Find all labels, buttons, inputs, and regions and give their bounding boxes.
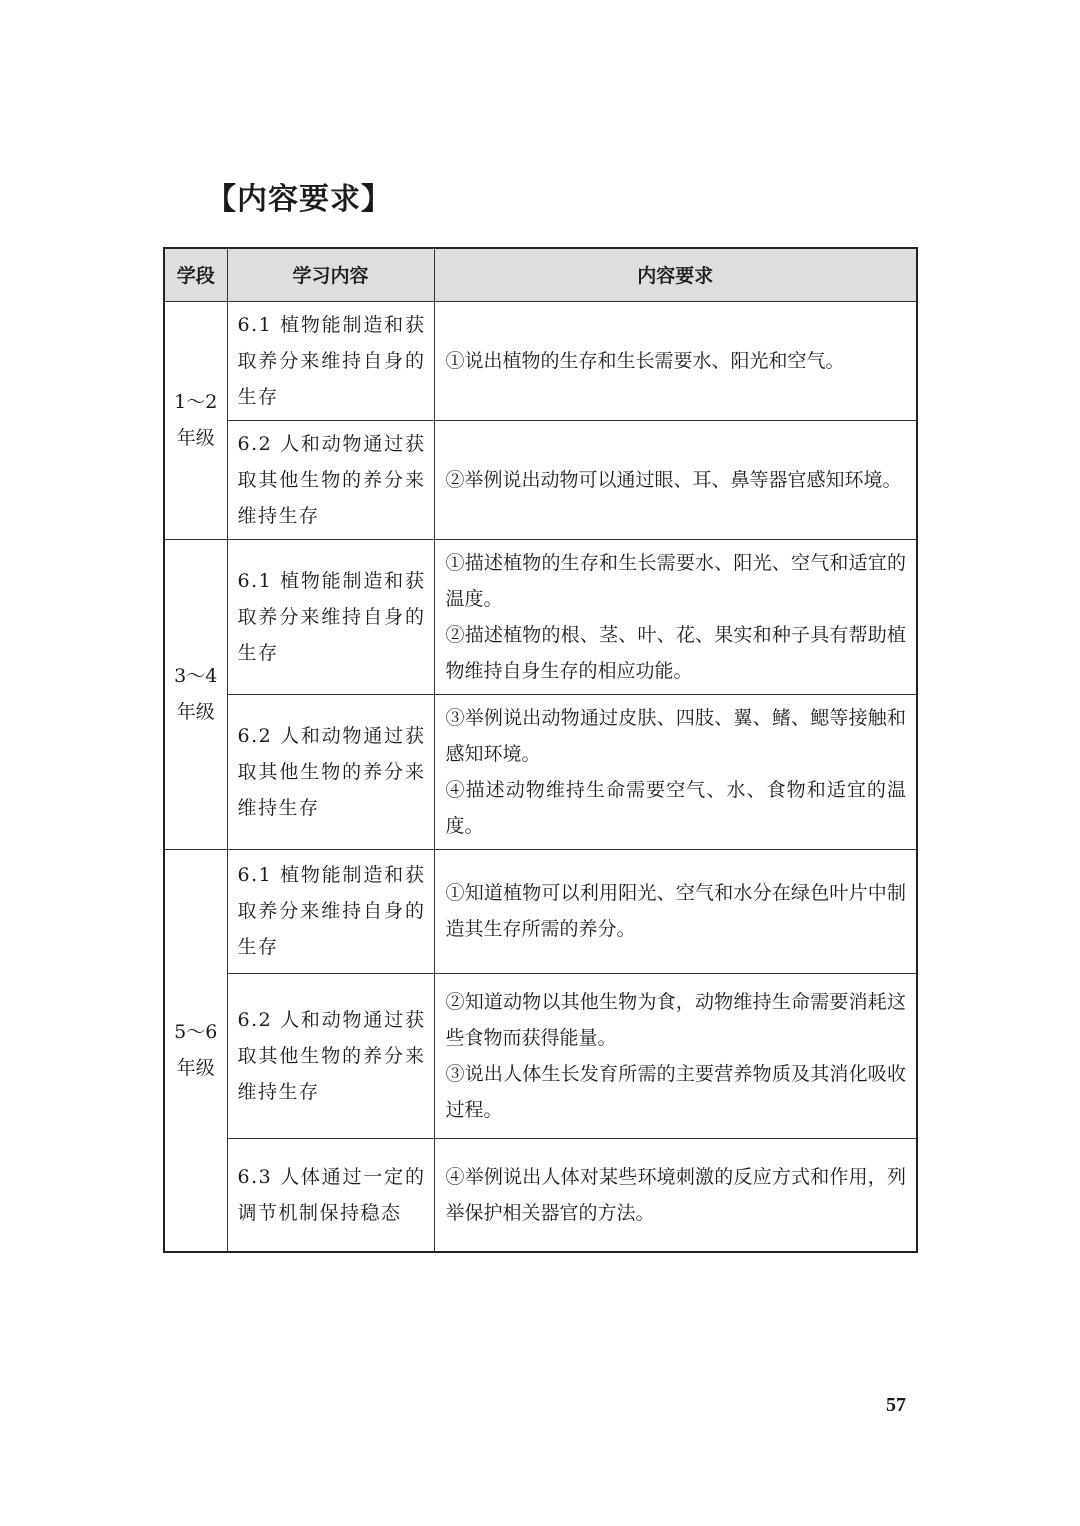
stage-cell <box>164 301 227 539</box>
requirement-cell <box>434 694 917 849</box>
topic-cell: 6.2 人和动物通过获取其他生物的养分来维持生存 <box>227 973 434 1138</box>
topic-cell: 6.1 植物能制造和获取养分来维持自身的生存 <box>227 301 434 420</box>
header-topic: 学习内容 <box>227 248 434 301</box>
requirement-item: ②描述植物的根、茎、叶、花、果实和种子具有帮助植物维持自身生存的相应功能。 <box>445 623 906 682</box>
requirement-cell <box>434 539 917 694</box>
requirement-cell <box>434 420 917 539</box>
header-stage: 学段 <box>164 248 227 301</box>
header-requirement: 内容要求 <box>434 248 917 301</box>
topic-cell: 6.1 植物能制造和获取养分来维持自身的生存 <box>227 539 434 694</box>
table-row <box>164 973 917 1138</box>
content-requirements-table <box>163 247 918 1253</box>
requirement-cell <box>434 973 917 1138</box>
requirement-item: ②知道动物以其他生物为食，动物维持生命需要消耗这些食物而获得能量。 <box>445 990 906 1049</box>
topic-cell: 6.2 人和动物通过获取其他生物的养分来维持生存 <box>227 420 434 539</box>
requirement-item: ③举例说出动物通过皮肤、四肢、翼、鳍、鳃等接触和感知环境。 <box>445 706 906 765</box>
table-row <box>164 849 917 973</box>
table-row <box>164 1138 917 1252</box>
requirement-item: ③说出人体生长发育所需的主要营养物质及其消化吸收过程。 <box>445 1062 906 1121</box>
requirement-item: ②举例说出动物可以通过眼、耳、鼻等器官感知环境。 <box>445 468 902 491</box>
topic-cell: 6.3 人体通过一定的调节机制保持稳态 <box>227 1138 434 1252</box>
stage-grade-range: 3～4 <box>174 665 218 687</box>
table-row <box>164 539 917 694</box>
section-title: 【内容要求】 <box>206 182 392 217</box>
requirement-cell <box>434 849 917 973</box>
requirement-item: ①说出植物的生存和生长需要水、阳光和空气。 <box>445 349 845 372</box>
stage-grade-range: 1～2 <box>174 391 218 413</box>
requirement-item: ④描述动物维持生命需要空气、水、食物和适宜的温度。 <box>445 778 906 837</box>
topic-cell: 6.2 人和动物通过获取其他生物的养分来维持生存 <box>227 694 434 849</box>
topic-cell: 6.1 植物能制造和获取养分来维持自身的生存 <box>227 849 434 973</box>
requirement-item: ④举例说出人体对某些环境刺激的反应方式和作用，列举保护相关器官的方法。 <box>445 1165 906 1224</box>
stage-grade-range: 5～6 <box>174 1021 218 1044</box>
table-row <box>164 694 917 849</box>
stage-grade-label: 年级 <box>176 701 215 723</box>
requirement-item: ①知道植物可以利用阳光、空气和水分在绿色叶片中制造其生存所需的养分。 <box>445 882 906 940</box>
table-header-row <box>164 248 917 301</box>
table-row <box>164 301 917 420</box>
requirement-item: ①描述植物的生存和生长需要水、阳光、空气和适宜的温度。 <box>445 551 906 610</box>
stage-grade-label: 年级 <box>176 427 215 449</box>
requirement-cell <box>434 301 917 420</box>
requirement-cell <box>434 1138 917 1252</box>
stage-cell <box>164 849 227 1252</box>
table-row <box>164 420 917 539</box>
page-number: 57 <box>886 1394 906 1416</box>
stage-grade-label: 年级 <box>176 1057 215 1080</box>
stage-cell <box>164 539 227 849</box>
